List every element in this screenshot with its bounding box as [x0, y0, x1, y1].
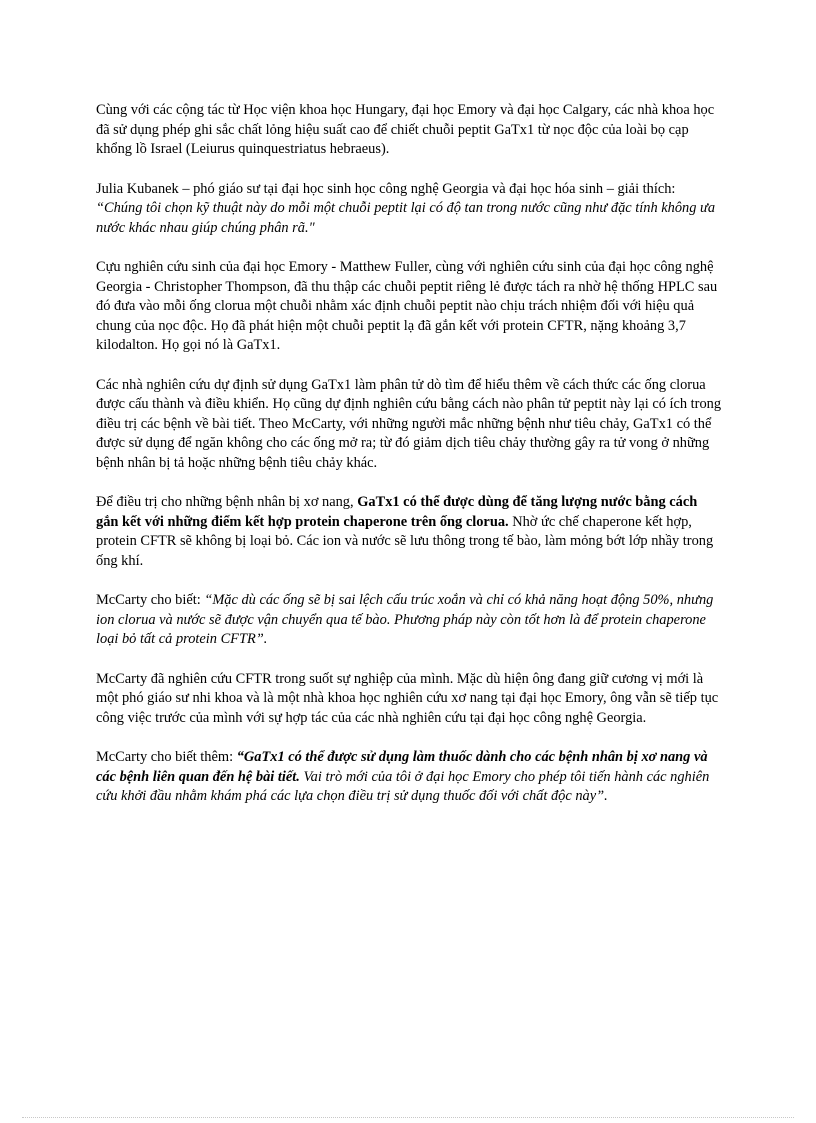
quote-text: “Mặc dù các ống sẽ bị sai lệch cấu trúc xoắn và chỉ có khả năng hoạt động 50%, nhưng ion clorua và nước sẽ được vận chuyển qua tế bào. Phương pháp này còn tốt hơn là để protein chaperone loại bỏ tất cả protein CFTR”.	[96, 592, 714, 647]
paragraph-collaboration	[96, 101, 722, 160]
paragraph-kubanek-quote	[96, 180, 722, 239]
emphasis-text: GaTx1 có thể được dùng để tăng lượng nước bằng cách gắn kết với những điểm kết hợp protein chaperone trên ống clorua.	[96, 494, 698, 530]
text-run: McCarty cho biết thêm:	[96, 749, 237, 765]
text-run: Julia Kubanek – phó giáo sư tại đại học sinh học công nghệ Georgia và đại học hóa sinh – giải thích:	[96, 180, 676, 197]
paragraph-mccarty-career	[96, 670, 722, 729]
text-run: Các nhà nghiên cứu dự định sử dụng GaTx1 làm phân tử dò tìm để hiểu thêm về cách thức các ống clorua được cấu thành và điều khiển. Họ cũng dự định nghiên cứu bằng cách nào phân tử peptit này lại có ích trong điều trị các bệnh về bài tiết. Theo McCarty, với những người mắc những bệnh như tiêu chảy, GaTx1 có thể được sử dụng để ngăn không cho các ống mở ra; từ đó giảm dịch tiêu chảy thường gây ra tử vong ở những bệnh nhân bị tả hoặc những bệnh tiêu chảy khác.	[96, 376, 722, 471]
article-body	[96, 101, 722, 827]
quote-text: Vai trò mới của tôi ở đại học Emory cho phép tôi tiến hành các nghiên cứu khởi đầu nhằm khám phá các lựa chọn điều trị sử dụng thuốc đối với chất độc này”.	[96, 768, 710, 804]
paragraph-cystic-fibrosis	[96, 493, 722, 571]
emphasis-quote-text: “GaTx1 có thể được sử dụng làm thuốc dành cho các bệnh nhân bị xơ nang và các bệnh liên quan đến hệ bài tiết.	[96, 749, 708, 785]
text-run: Nhờ ức chế chaperone kết hợp, protein CFTR sẽ không bị loại bỏ. Các ion và nước sẽ lưu thông trong tế bào, làm mỏng bớt lớp nhầy trong ống khí.	[96, 513, 714, 569]
paragraph-research-team	[96, 258, 722, 356]
text-run: Cựu nghiên cứu sinh của đại học Emory - Matthew Fuller, cùng với nghiên cứu sinh của đại học công nghệ Georgia - Christopher Thompson, đã thu thập các chuỗi peptit riêng lẻ được tách ra nhờ hệ thống HPLC sau đó đưa vào mỗi ống clorua một chuỗi nhằm xác định chuỗi peptit nào chịu trách nhiệm đối với hiệu quả chung của nọc độc. Họ đã phát hiện một chuỗi peptit lạ đã gắn kết với protein CFTR, nặng khoảng 3,7 kilodalton. Họ gọi nó là GaTx1.	[96, 259, 718, 353]
paragraph-mccarty-closing	[96, 748, 722, 807]
text-run: McCarty cho biết:	[96, 592, 205, 608]
page-bottom-divider	[22, 1117, 794, 1118]
text-run: Cùng với các cộng tác từ Học viện khoa học Hungary, đại học Emory và đại học Calgary, các nhà khoa học đã sử dụng phép ghi sắc chất lỏng hiệu suất cao để chiết chuỗi peptit GaTx1 từ nọc độc của loài bọ cạp khổng lồ Israel (Leiurus quinquestriatus hebraeus).	[96, 102, 715, 157]
text-run: Để điều trị cho những bệnh nhân bị xơ nang,	[96, 494, 358, 510]
paragraph-mccarty-quote	[96, 591, 722, 650]
paragraph-future-plans	[96, 376, 722, 474]
quote-text: “Chúng tôi chọn kỹ thuật này do mỗi một chuỗi peptit lại có độ tan trong nước cũng như đặc tính không ưa nước khác nhau giúp chúng phân rã."	[96, 200, 716, 236]
text-run: McCarty đã nghiên cứu CFTR trong suốt sự nghiệp của mình. Mặc dù hiện ông đang giữ cương vị mới là một phó giáo sư nhi khoa và là một nhà khoa học nghiên cứu xơ nang tại đại học Emory, ông vẫn sẽ tiếp tục công việc trước của mình với sự hợp tác của các nhà nghiên cứu tại đại học công nghệ Georgia.	[96, 670, 719, 726]
